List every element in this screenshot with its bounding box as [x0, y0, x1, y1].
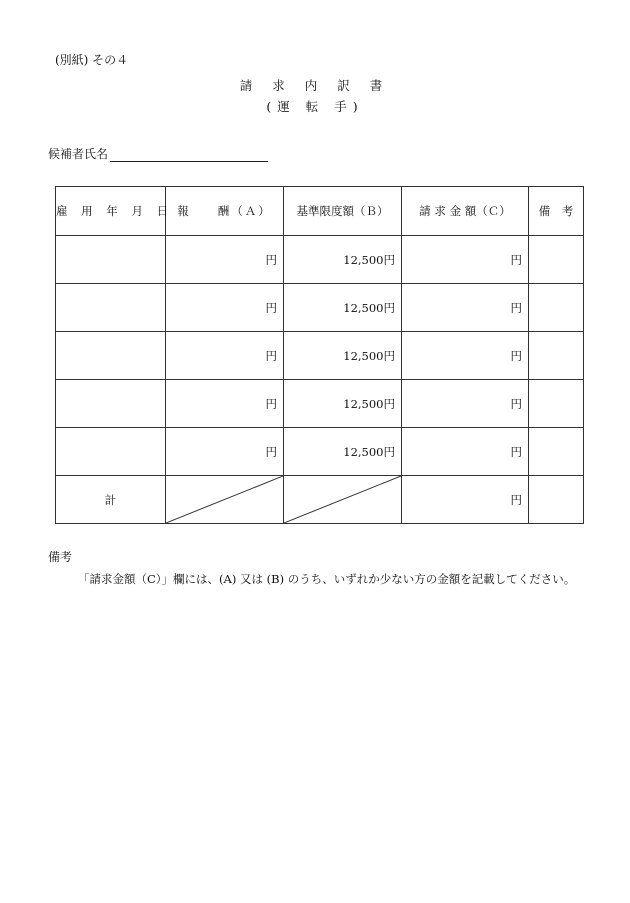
table-row [56, 236, 584, 284]
cell-claim: 円 [402, 380, 529, 428]
cell-claim: 円 [402, 332, 529, 380]
table-row [56, 284, 584, 332]
header-note: (別紙) その４ [55, 53, 129, 67]
cell-claim: 円 [402, 284, 529, 332]
candidate-name-line [110, 149, 268, 162]
total-row [56, 476, 584, 524]
header-remarks: 備 考 [529, 187, 584, 236]
cell-date [56, 428, 166, 476]
cell-date [56, 380, 166, 428]
cell-base-limit: 12,500円 [284, 332, 402, 380]
cell-base-limit: 12,500円 [284, 380, 402, 428]
notes-title: 備考 [48, 550, 73, 564]
candidate-name-label: 候補者氏名 [48, 147, 109, 161]
cell-reward: 円 [166, 284, 284, 332]
cell-remarks [529, 284, 584, 332]
cell-remarks [529, 236, 584, 284]
cell-date [56, 284, 166, 332]
cell-reward: 円 [166, 236, 284, 284]
cell-date [56, 236, 166, 284]
total-base-limit-crossed [284, 476, 402, 524]
cell-remarks [529, 428, 584, 476]
cell-reward: 円 [166, 428, 284, 476]
cell-remarks [529, 380, 584, 428]
diagonal-slash [166, 476, 283, 523]
diagonal-slash [284, 476, 401, 523]
cell-reward: 円 [166, 380, 284, 428]
cell-base-limit: 12,500円 [284, 236, 402, 284]
header-base-limit: 基準限度額（Ｂ） [284, 187, 402, 236]
total-label: 計 [56, 476, 166, 524]
cell-base-limit: 12,500円 [284, 428, 402, 476]
cell-claim: 円 [402, 236, 529, 284]
total-claim: 円 [402, 476, 529, 524]
cell-date [56, 332, 166, 380]
total-reward-crossed [166, 476, 284, 524]
table-row [56, 380, 584, 428]
cell-reward: 円 [166, 332, 284, 380]
candidate-name-field [48, 145, 268, 162]
cell-claim: 円 [402, 428, 529, 476]
table-row [56, 428, 584, 476]
claim-breakdown-table [55, 186, 584, 524]
header-claim-amount: 請 求 金 額（Ｃ） [402, 187, 529, 236]
notes-body: 「請求金額（C）」欄には、(A) 又は (B) のうち、いずれか少ない方の金額を記載してください。 [78, 572, 576, 586]
header-employment-date: 雇 用 年 月 日 [56, 187, 166, 236]
total-remarks [529, 476, 584, 524]
table-row [56, 332, 584, 380]
header-reward: 報 酬（Ａ） [166, 187, 284, 236]
cell-base-limit: 12,500円 [284, 284, 402, 332]
document-subtitle: (運 転 手) [266, 99, 364, 114]
document-title: 請 求 内 訳 書 [239, 78, 391, 93]
table-header-row [56, 187, 584, 236]
cell-remarks [529, 332, 584, 380]
